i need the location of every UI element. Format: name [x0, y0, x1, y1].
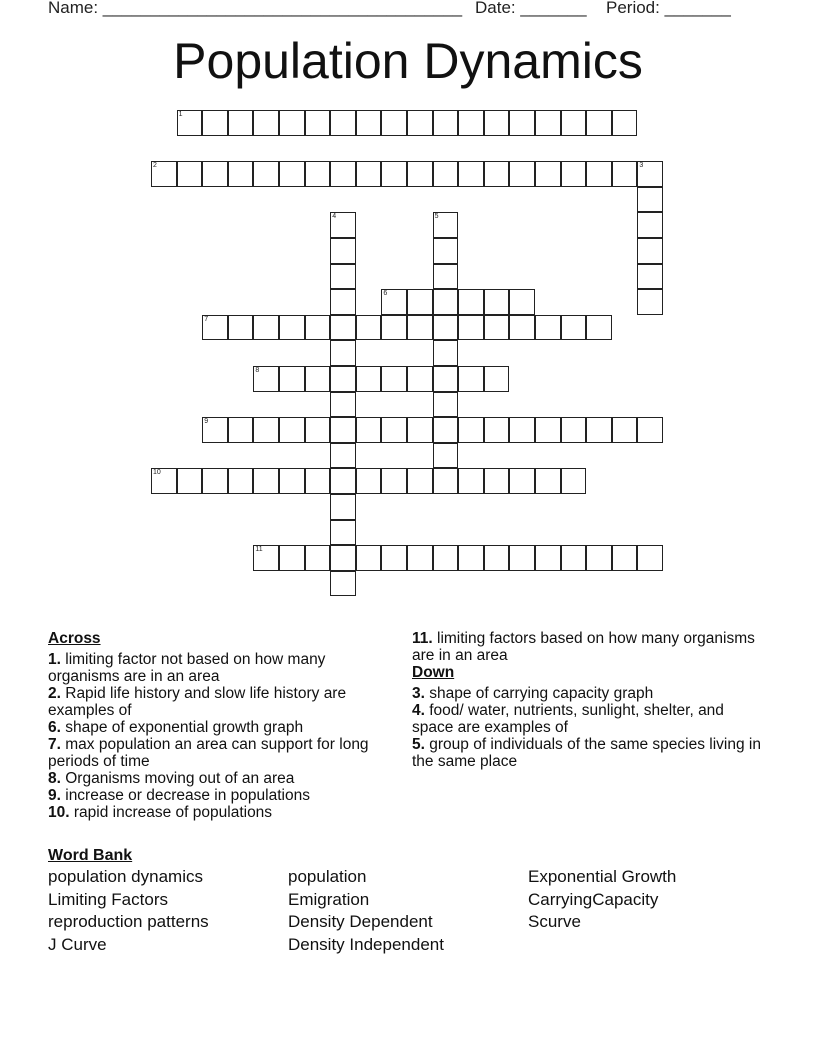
grid-cell[interactable]	[305, 366, 331, 392]
grid-cell[interactable]	[305, 161, 331, 187]
grid-cell[interactable]	[535, 417, 561, 443]
grid-cell[interactable]	[433, 468, 459, 494]
grid-cell[interactable]	[484, 289, 510, 315]
grid-cell[interactable]	[253, 417, 279, 443]
name-label: Name: ______________________________________	[48, 0, 463, 17]
word-bank-item: Density Independent	[288, 934, 444, 954]
grid-cell[interactable]	[279, 468, 305, 494]
cell-number: 2	[153, 162, 157, 170]
grid-cell[interactable]	[330, 571, 356, 597]
clue-text: group of individuals of the same species living in the same place	[412, 736, 761, 770]
grid-cell[interactable]	[356, 417, 382, 443]
grid-cell[interactable]	[433, 392, 459, 418]
grid-cell[interactable]	[509, 315, 535, 341]
grid-cell[interactable]	[586, 161, 612, 187]
grid-cell[interactable]	[279, 417, 305, 443]
grid-cell[interactable]	[253, 468, 279, 494]
grid-cell[interactable]	[407, 545, 433, 571]
cell-number: 9	[204, 418, 209, 426]
cell-number: 7	[204, 315, 209, 323]
word-bank-item: Scurve	[528, 912, 581, 932]
clue-item	[412, 685, 762, 702]
grid-cell[interactable]	[509, 110, 535, 136]
grid-cell[interactable]	[381, 366, 407, 392]
grid-cell[interactable]	[381, 315, 407, 341]
clue-text: shape of exponential growth graph	[60, 719, 304, 736]
grid-cell[interactable]	[253, 110, 279, 136]
grid-cell[interactable]	[177, 468, 203, 494]
grid-cell[interactable]	[253, 315, 279, 341]
grid-cell[interactable]	[330, 212, 356, 238]
grid-cell[interactable]	[561, 417, 587, 443]
cell-number: 1	[178, 111, 183, 118]
grid-cell[interactable]	[586, 315, 612, 341]
grid-cell[interactable]	[228, 161, 254, 187]
grid-cell[interactable]	[202, 468, 228, 494]
cell-number: 3	[639, 162, 644, 170]
across-clue-list	[48, 651, 388, 821]
grid-cell[interactable]	[228, 315, 254, 341]
grid-cell[interactable]	[330, 392, 356, 418]
grid-cell[interactable]	[279, 366, 305, 392]
grid-cell[interactable]	[535, 110, 561, 136]
cell-number: 4	[332, 213, 337, 221]
clue-text: max population an area can support for long periods of time	[48, 736, 369, 770]
grid-cell[interactable]	[458, 366, 484, 392]
word-bank-item: population dynamics	[48, 867, 203, 886]
grid-cell[interactable]	[305, 110, 331, 136]
clue-item	[412, 736, 762, 770]
page-title: Population Dynamics	[173, 33, 643, 89]
word-bank-item: Emigration	[288, 889, 370, 909]
clues-left-column	[48, 630, 388, 821]
grid-cell[interactable]	[433, 161, 459, 187]
grid-cell[interactable]	[330, 468, 356, 494]
grid-cell[interactable]	[151, 468, 177, 494]
grid-cell[interactable]	[637, 187, 663, 213]
grid-cell[interactable]	[356, 161, 382, 187]
grid-cell[interactable]	[561, 315, 587, 341]
grid-cell[interactable]	[177, 161, 203, 187]
clues-right-column	[412, 630, 762, 770]
clue-text: rapid increase of populations	[69, 804, 273, 821]
grid-cell[interactable]	[433, 238, 459, 264]
grid-cell[interactable]	[330, 289, 356, 315]
grid-cell[interactable]	[202, 161, 228, 187]
grid-cell[interactable]	[433, 366, 459, 392]
grid-cell[interactable]	[458, 315, 484, 341]
grid-cell[interactable]	[228, 110, 254, 136]
grid-cell[interactable]	[407, 110, 433, 136]
grid-cell[interactable]	[279, 545, 305, 571]
grid-cell[interactable]	[356, 468, 382, 494]
grid-cell[interactable]	[637, 161, 663, 187]
clue-text: limiting factor not based on how many organisms are in an area	[48, 651, 326, 685]
cell-number: 11	[255, 546, 263, 554]
grid-cell[interactable]	[586, 545, 612, 571]
grid-cell[interactable]	[330, 110, 356, 136]
grid-cell[interactable]	[305, 417, 331, 443]
grid-cell[interactable]	[330, 366, 356, 392]
clue-text: limiting factors based on how many organisms are in an area	[412, 630, 755, 664]
grid-cell[interactable]	[509, 545, 535, 571]
word-bank-item: CarryingCapacity	[528, 889, 659, 909]
grid-cell[interactable]	[484, 468, 510, 494]
grid-cell[interactable]	[330, 238, 356, 264]
grid-cell[interactable]	[561, 161, 587, 187]
grid-cell[interactable]	[356, 366, 382, 392]
grid-cell[interactable]	[484, 161, 510, 187]
grid-cell[interactable]	[407, 366, 433, 392]
grid-cell[interactable]	[381, 545, 407, 571]
clue-number: 4.	[412, 702, 425, 719]
clue-item	[48, 719, 388, 736]
grid-cell[interactable]	[637, 264, 663, 290]
word-bank-item: population	[288, 867, 367, 886]
grid-cell[interactable]	[330, 443, 356, 469]
grid-cell[interactable]	[612, 417, 638, 443]
grid-cell[interactable]	[381, 289, 407, 315]
grid-cell[interactable]	[535, 468, 561, 494]
grid-cell[interactable]	[509, 289, 535, 315]
word-bank-item: Exponential Growth	[528, 867, 677, 886]
across-clue-list-continued	[412, 630, 762, 664]
grid-cell[interactable]	[637, 545, 663, 571]
cell-number: 8	[255, 367, 260, 374]
grid-cell[interactable]	[407, 468, 433, 494]
word-bank-item: J Curve	[48, 934, 107, 954]
grid-cell[interactable]	[228, 417, 254, 443]
grid-cell[interactable]	[433, 110, 459, 136]
grid-cell[interactable]	[356, 110, 382, 136]
grid-cell[interactable]	[509, 161, 535, 187]
grid-cell[interactable]	[433, 417, 459, 443]
clue-number: 2.	[48, 685, 61, 702]
grid-cell[interactable]	[535, 545, 561, 571]
grid-cell[interactable]	[381, 161, 407, 187]
grid-cell[interactable]	[586, 110, 612, 136]
clue-item	[412, 702, 762, 736]
grid-cell[interactable]	[330, 340, 356, 366]
grid-cell[interactable]	[484, 315, 510, 341]
grid-cell[interactable]	[637, 289, 663, 315]
clue-number: 9.	[48, 787, 61, 804]
grid-cell[interactable]	[407, 417, 433, 443]
grid-cell[interactable]	[253, 161, 279, 187]
clue-item	[48, 787, 388, 804]
grid-cell[interactable]	[177, 110, 203, 136]
grid-cell[interactable]	[612, 161, 638, 187]
grid-cell[interactable]	[509, 417, 535, 443]
grid-cell[interactable]	[253, 366, 279, 392]
grid-cell[interactable]	[433, 545, 459, 571]
word-bank-item: Limiting Factors	[48, 889, 168, 909]
cell-number: 6	[383, 290, 388, 298]
clue-number: 5.	[412, 736, 425, 753]
clue-number: 11.	[412, 630, 433, 647]
word-bank-item: Density Dependent	[288, 912, 433, 932]
word-bank-heading: Word Bank	[48, 847, 133, 864]
cell-number: 5	[434, 213, 439, 221]
grid-cell[interactable]	[433, 264, 459, 290]
clue-number: 8.	[48, 770, 61, 787]
grid-cell[interactable]	[330, 315, 356, 341]
grid-cell[interactable]	[612, 110, 638, 136]
grid-cell[interactable]	[458, 545, 484, 571]
grid-cell[interactable]	[458, 417, 484, 443]
down-heading: Down	[412, 664, 455, 681]
grid-cell[interactable]	[433, 289, 459, 315]
grid-cell[interactable]	[458, 110, 484, 136]
grid-cell[interactable]	[279, 110, 305, 136]
clue-text: Organisms moving out of an area	[60, 770, 295, 787]
grid-cell[interactable]	[637, 238, 663, 264]
grid-cell[interactable]	[433, 443, 459, 469]
grid-cell[interactable]	[330, 520, 356, 546]
grid-cell[interactable]	[330, 264, 356, 290]
clue-item	[48, 804, 388, 821]
grid-cell[interactable]	[381, 417, 407, 443]
clue-item	[48, 736, 388, 770]
clue-number: 10.	[48, 804, 70, 821]
grid-cell[interactable]	[433, 212, 459, 238]
grid-cell[interactable]	[561, 545, 587, 571]
clue-text: increase or decrease in populations	[60, 787, 310, 804]
grid-cell[interactable]	[407, 289, 433, 315]
clue-number: 3.	[412, 685, 425, 702]
grid-cell[interactable]	[305, 545, 331, 571]
cell-number: 10	[153, 469, 161, 477]
clue-item	[48, 685, 388, 719]
grid-cell[interactable]	[484, 417, 510, 443]
grid-cell[interactable]	[381, 110, 407, 136]
grid-cell[interactable]	[330, 417, 356, 443]
grid-cell[interactable]	[202, 315, 228, 341]
grid-cell[interactable]	[356, 315, 382, 341]
grid-cell[interactable]	[535, 161, 561, 187]
period-label: Period: _______	[606, 0, 731, 17]
grid-cell[interactable]	[586, 417, 612, 443]
grid-cell[interactable]	[535, 315, 561, 341]
clue-number: 7.	[48, 736, 61, 753]
grid-cell[interactable]	[356, 545, 382, 571]
down-clue-list	[412, 685, 762, 770]
clue-item	[412, 630, 762, 664]
grid-cell[interactable]	[458, 161, 484, 187]
grid-cell[interactable]	[637, 212, 663, 238]
grid-cell[interactable]	[484, 110, 510, 136]
grid-cell[interactable]	[279, 161, 305, 187]
grid-cell[interactable]	[458, 289, 484, 315]
grid-cell[interactable]	[484, 366, 510, 392]
grid-cell[interactable]	[279, 315, 305, 341]
clue-text: shape of carrying capacity graph	[424, 685, 654, 702]
grid-cell[interactable]	[561, 468, 587, 494]
grid-cell[interactable]	[381, 468, 407, 494]
word-bank-item: reproduction patterns	[48, 912, 209, 932]
clue-number: 1.	[48, 651, 61, 668]
clue-text: Rapid life history and slow life history are examples of	[48, 685, 347, 719]
clue-text: food/ water, nutrients, sunlight, shelter, and space are examples of	[412, 702, 724, 736]
grid-cell[interactable]	[253, 545, 279, 571]
grid-cell[interactable]	[330, 494, 356, 520]
grid-cell[interactable]	[151, 161, 177, 187]
grid-cell[interactable]	[458, 468, 484, 494]
grid-cell[interactable]	[407, 161, 433, 187]
grid-cell[interactable]	[509, 468, 535, 494]
grid-cell[interactable]	[330, 545, 356, 571]
grid-cell[interactable]	[433, 340, 459, 366]
grid-cell[interactable]	[330, 161, 356, 187]
grid-cell[interactable]	[202, 110, 228, 136]
clue-number: 6.	[48, 719, 61, 736]
grid-cell[interactable]	[202, 417, 228, 443]
grid-cell[interactable]	[612, 545, 638, 571]
grid-cell[interactable]	[561, 110, 587, 136]
grid-cell[interactable]	[637, 417, 663, 443]
grid-cell[interactable]	[305, 468, 331, 494]
grid-cell[interactable]	[228, 468, 254, 494]
grid-cell[interactable]	[407, 315, 433, 341]
grid-cell[interactable]	[305, 315, 331, 341]
clue-item	[48, 770, 388, 787]
grid-cell[interactable]	[433, 315, 459, 341]
across-heading: Across	[48, 630, 101, 647]
clue-item	[48, 651, 388, 685]
grid-cell[interactable]	[484, 545, 510, 571]
date-label: Date: _______	[475, 0, 587, 17]
